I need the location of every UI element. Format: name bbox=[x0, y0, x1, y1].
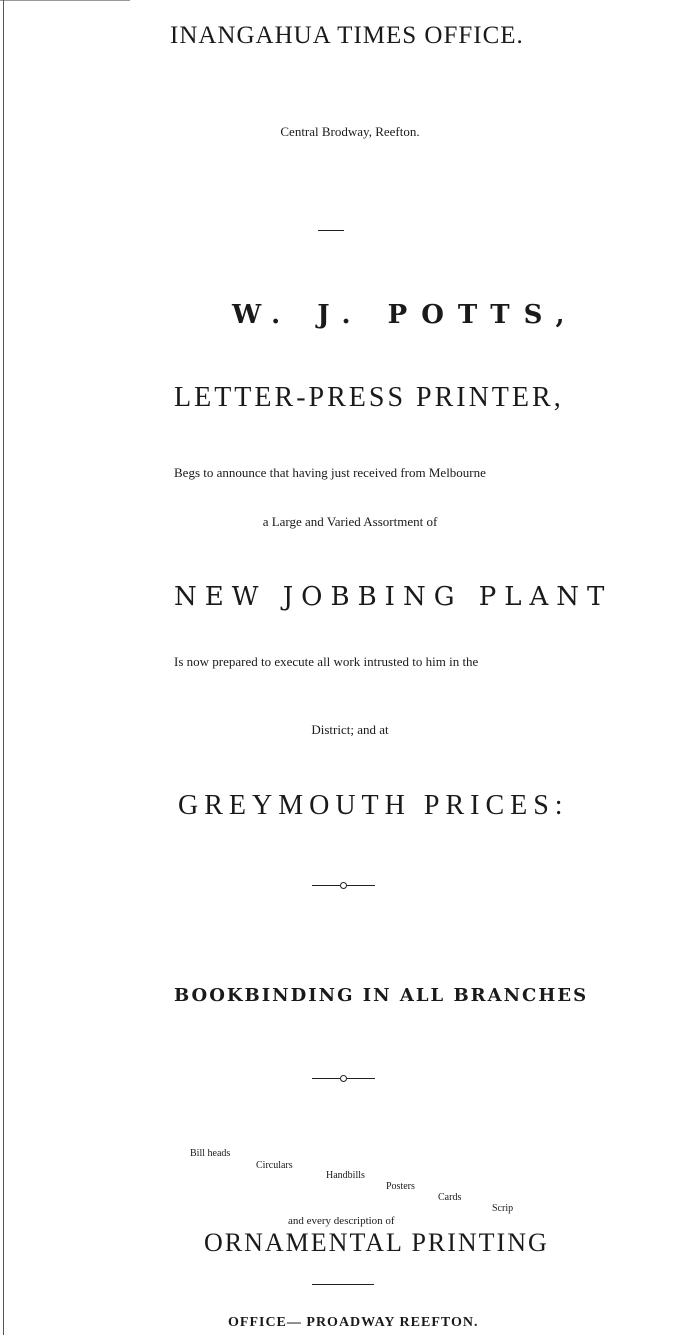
ornament-rule-left bbox=[312, 1078, 340, 1079]
work-item: Bill heads bbox=[190, 1148, 231, 1159]
jobbing-plant-heading: NEW JOBBING PLANT bbox=[174, 582, 613, 612]
work-item: Scrip bbox=[492, 1203, 514, 1214]
work-item: Cards bbox=[438, 1192, 462, 1203]
office-footer: OFFICE— PROADWAY REEFTON. bbox=[228, 1315, 479, 1330]
announcement-line-4: District; and at bbox=[311, 722, 389, 737]
announcement-line-3: Is now prepared to execute all work intrusted to him in the bbox=[174, 654, 479, 669]
page-edge-top bbox=[0, 0, 130, 1]
announcement-line-1: Begs to announce that having just received from Melbourne bbox=[174, 465, 486, 480]
ornament-dot bbox=[340, 882, 347, 889]
ornamental-printing-heading: ORNAMENTAL PRINTING bbox=[204, 1228, 549, 1257]
announcement-line-2: a Large and Varied Assortment of bbox=[262, 514, 438, 529]
office-title: INANGAHUA TIMES OFFICE. bbox=[170, 22, 524, 49]
ornament-rule-right bbox=[347, 885, 375, 886]
every-description-line: and every description of bbox=[288, 1215, 395, 1227]
ornament-rule-left bbox=[312, 885, 340, 886]
ornament-rule bbox=[312, 1284, 374, 1285]
work-item: Handbills bbox=[326, 1170, 365, 1181]
short-rule bbox=[318, 230, 344, 231]
office-address: Central Brodway, Reefton. bbox=[280, 124, 420, 139]
work-item: Circulars bbox=[256, 1160, 293, 1171]
page-edge-left bbox=[3, 0, 4, 1335]
ornament-dot bbox=[340, 1075, 347, 1082]
proprietor-name: W. J. POTTS, bbox=[232, 300, 579, 330]
work-item: Posters bbox=[386, 1181, 415, 1192]
bookbinding-heading: BOOKBINDING IN ALL BRANCHES bbox=[174, 985, 589, 1006]
prices-heading: GREYMOUTH PRICES: bbox=[178, 790, 569, 821]
trade-heading: LETTER-PRESS PRINTER, bbox=[174, 382, 564, 413]
ornament-rule-right bbox=[347, 1078, 375, 1079]
